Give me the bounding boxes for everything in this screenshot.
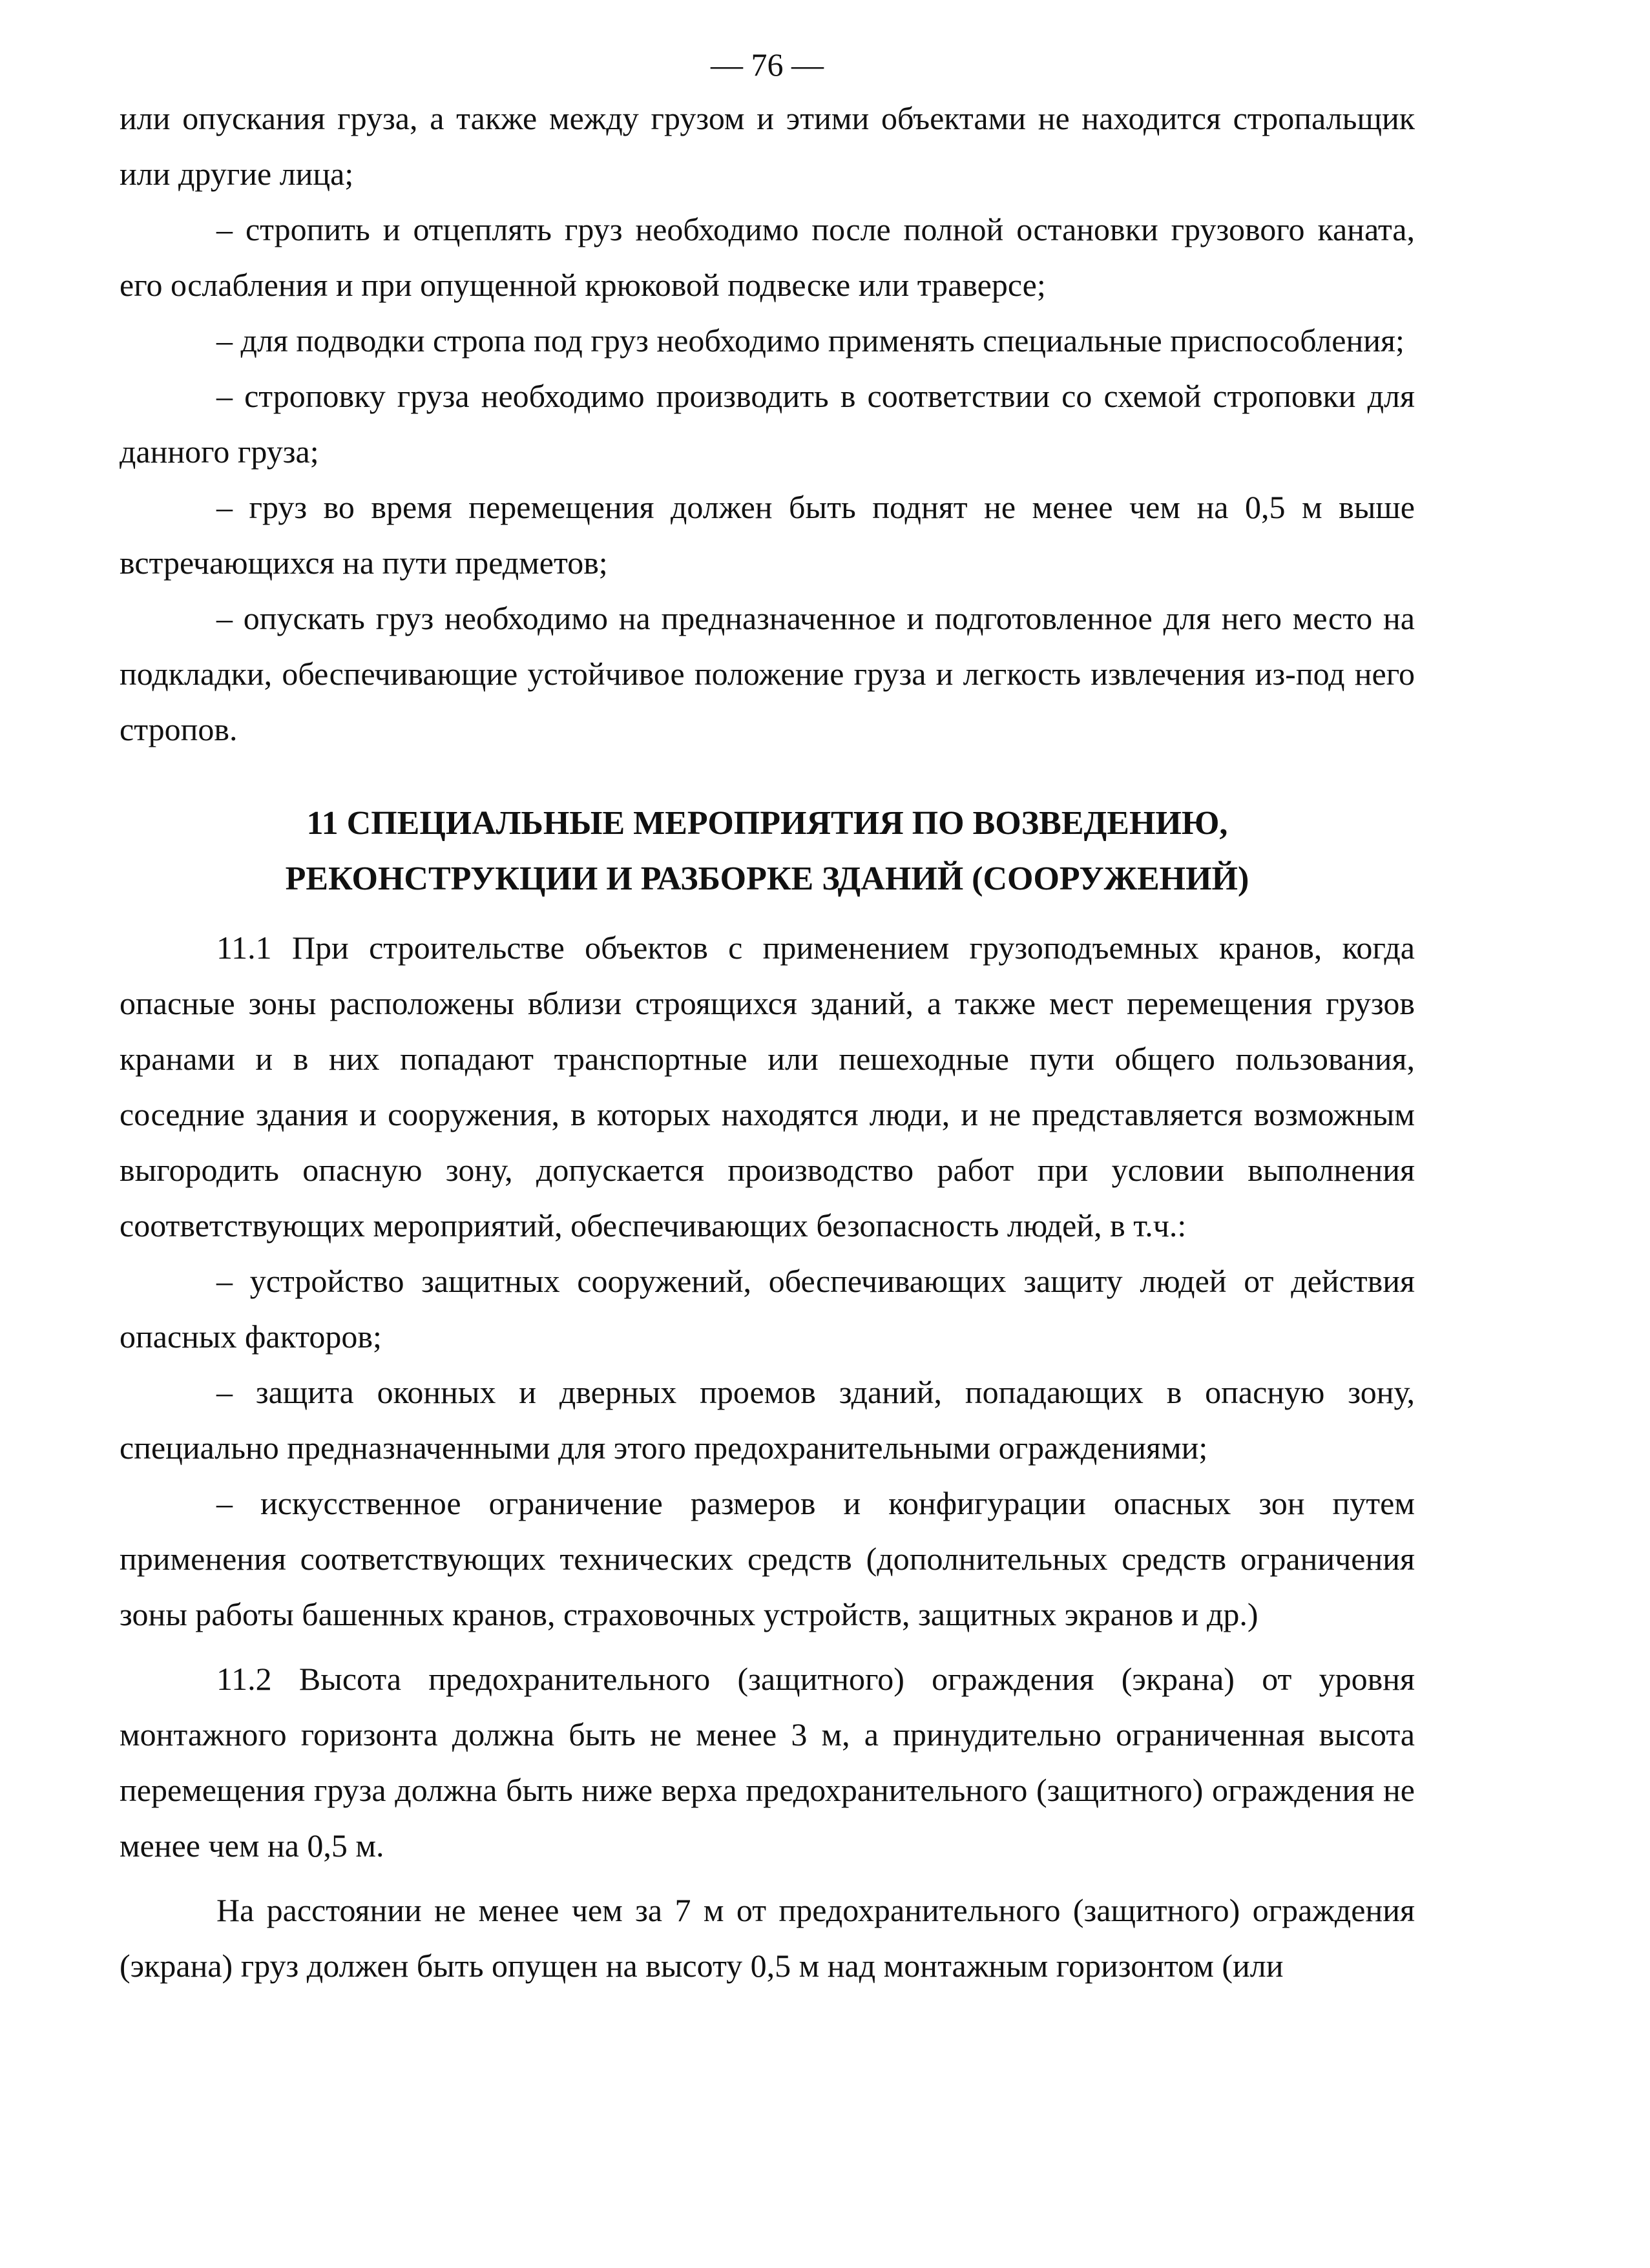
section-heading xyxy=(120,796,1415,907)
clause-11-1: 11.1 При строительстве объектов с применением грузоподъемных кранов, когда опасные зоны расположены вблизи строящихся зданий, а также мест перемещения грузов кранами и в них попадают транспортные или пешеходные пути общего пользования, соседние здания и сооружения, в которых находятся люди, и не представляется возможным выгородить опасную зону, допускается производство работ при условии выполнения соответствующих мероприятий, обеспечивающих безопасность людей, в т.ч.: xyxy=(120,930,1415,1243)
page-number: — 76 — xyxy=(711,47,824,83)
list-item-lift-height: – груз во время перемещения должен быть поднят не менее чем на 0,5 м выше встречающихся на пути предметов; xyxy=(120,489,1415,581)
list-item-lower-load: – опускать груз необходимо на предназначенное и подготовленное для него место на подкладки, обеспечивающие устойчивое положение груза и легкость извлечения из-под него стропов. xyxy=(120,600,1415,747)
section-heading-line-1: 11 СПЕЦИАЛЬНЫЕ МЕРОПРИЯТИЯ ПО ВОЗВЕДЕНИЮ, xyxy=(306,805,1228,842)
section-heading-line-2: РЕКОНСТРУКЦИИ И РАЗБОРКЕ ЗДАНИЙ (СООРУЖЕНИЙ) xyxy=(285,860,1249,897)
list-item-protective-structures: – устройство защитных сооружений, обеспечивающих защиту людей от действия опасных факторов; xyxy=(120,1263,1415,1355)
list-item-slinging-scheme: – строповку груза необходимо производить в соответствии со схемой строповки для данного груза; xyxy=(120,378,1415,470)
paragraph-distance-requirement: На расстоянии не менее чем за 7 м от предохранительного (защитного) ограждения (экрана) груз должен быть опущен на высоту 0,5 м над монтажным горизонтом (или xyxy=(120,1892,1415,1984)
clause-11-2: 11.2 Высота предохранительного (защитного) ограждения (экрана) от уровня монтажного горизонта должна быть не менее 3 м, а принудительно ограниченная высота перемещения груза должна быть ниже верха предохранительного (защитного) ограждения не менее чем на 0,5 м. xyxy=(120,1661,1415,1864)
list-item-sling-fixtures: – для подводки стропа под груз необходимо применять специальные приспособления; xyxy=(216,322,1405,359)
list-item-unhook-load: – стропить и отцеплять груз необходимо после полной остановки грузового каната, его ослабления и при опущенной крюковой подвеске или траверсе; xyxy=(120,211,1415,303)
paragraph-continuation: или опускания груза, а также между грузом и этими объектами не находится стропальщик или другие лица; xyxy=(120,100,1415,192)
list-item-window-door-protection: – защита оконных и дверных проемов зданий, попадающих в опасную зону, специально предназначенными для этого предохранительными ограждениями; xyxy=(120,1374,1415,1466)
document-page xyxy=(120,45,1415,1993)
list-item-zone-limitation: – искусственное ограничение размеров и конфигурации опасных зон путем применения соответствующих технических средств (дополнительных средств ограничения зоны работы башенных кранов, страховочных устройств, защитных экранов и др.) xyxy=(120,1485,1415,1632)
